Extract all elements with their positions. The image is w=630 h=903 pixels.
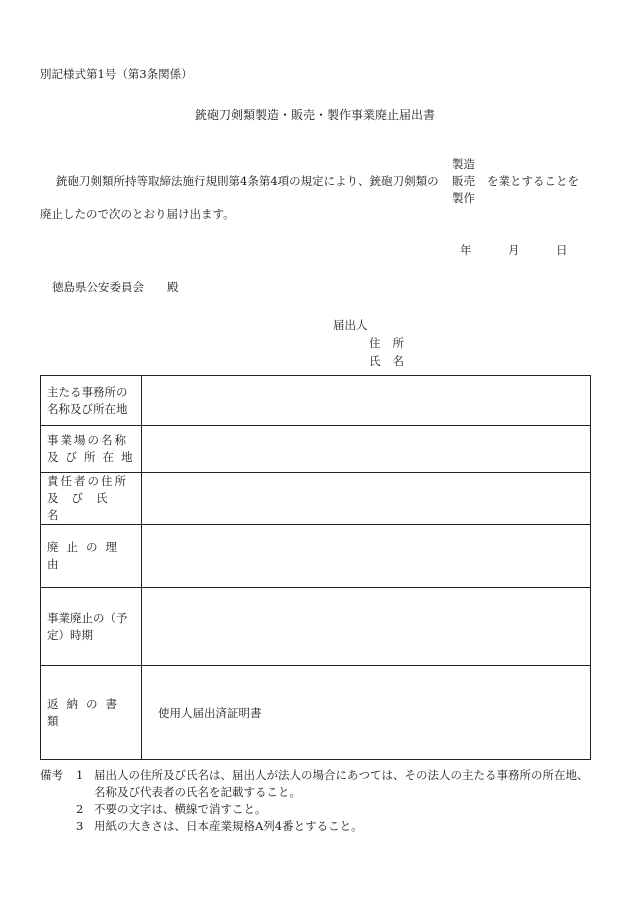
row-label bbox=[41, 376, 142, 426]
note-text: 用紙の大きさは、日本産業規格A列4番とすること。 bbox=[94, 819, 363, 833]
label-line: 名称及び所在地 bbox=[47, 401, 128, 416]
label-line: 廃止の理由 bbox=[47, 540, 125, 571]
option-production: 製作 bbox=[452, 191, 475, 205]
form-table bbox=[40, 375, 591, 760]
notifier-label: 届出人 bbox=[333, 318, 368, 332]
note-text: 名称及び代表者の氏名を記載すること。 bbox=[94, 785, 301, 799]
main-office-field[interactable] bbox=[142, 376, 591, 426]
body-text-end: を業とすることを bbox=[487, 174, 579, 188]
note-number: 3 bbox=[76, 819, 84, 833]
notifier-name-label: 氏名 bbox=[369, 354, 416, 368]
table-row bbox=[41, 588, 591, 666]
date-year-label: 年 bbox=[460, 243, 472, 257]
notifier-address-label: 住所 bbox=[369, 336, 416, 350]
returned-documents-field[interactable]: 使用人届出済証明書 bbox=[142, 666, 591, 760]
label-line: 定）時期 bbox=[47, 627, 93, 642]
option-sales: 販売 bbox=[452, 174, 475, 188]
business-site-field[interactable] bbox=[142, 426, 591, 473]
label-line: 責任者の住所 bbox=[47, 474, 128, 488]
date-day-label: 日 bbox=[556, 243, 568, 257]
body-text-start: 銃砲刀剣類所持等取締法施行規則第4条第4項の規定により、銃砲刀剣類の bbox=[56, 174, 439, 188]
row-label bbox=[41, 525, 142, 588]
manager-field[interactable] bbox=[142, 473, 591, 525]
document-title: 銃砲刀剣類製造・販売・製作事業廃止届出書 bbox=[194, 108, 435, 122]
table-row bbox=[41, 376, 591, 426]
row-label bbox=[41, 666, 142, 760]
row-label bbox=[41, 588, 142, 666]
label-line: 返納の書類 bbox=[47, 696, 125, 728]
addressee: 徳島県公安委員会 殿 bbox=[52, 280, 179, 294]
label-line: 及び所在地 bbox=[47, 450, 140, 464]
table-row bbox=[41, 473, 591, 525]
table-row bbox=[41, 426, 591, 473]
table-row bbox=[41, 666, 591, 760]
form-number: 別記様式第1号（第3条関係） bbox=[40, 67, 193, 81]
row-label bbox=[41, 426, 142, 473]
note-number: 2 bbox=[76, 802, 84, 816]
reason-field[interactable] bbox=[142, 525, 591, 588]
body-text-line2: 廃止したので次のとおり届け出ます。 bbox=[40, 207, 235, 221]
note-number: 1 bbox=[76, 768, 84, 782]
note-text: 届出人の住所及び氏名は、届出人が法人の場合にあつては、その法人の主たる事務所の所在地、 bbox=[94, 768, 589, 782]
table-row bbox=[41, 525, 591, 588]
note-text: 不要の文字は、横線で消すこと。 bbox=[94, 802, 267, 816]
option-manufacture: 製造 bbox=[452, 157, 475, 171]
notes-heading: 備考 bbox=[40, 768, 63, 782]
date-month-label: 月 bbox=[508, 243, 520, 257]
row-label bbox=[41, 473, 142, 525]
label-line: 事業場の名称 bbox=[47, 433, 128, 447]
label-line: 事業廃止の（予 bbox=[47, 610, 128, 625]
label-line: 主たる事務所の bbox=[47, 384, 128, 399]
label-line: 及び氏名 bbox=[47, 491, 121, 522]
closure-date-field[interactable] bbox=[142, 588, 591, 666]
